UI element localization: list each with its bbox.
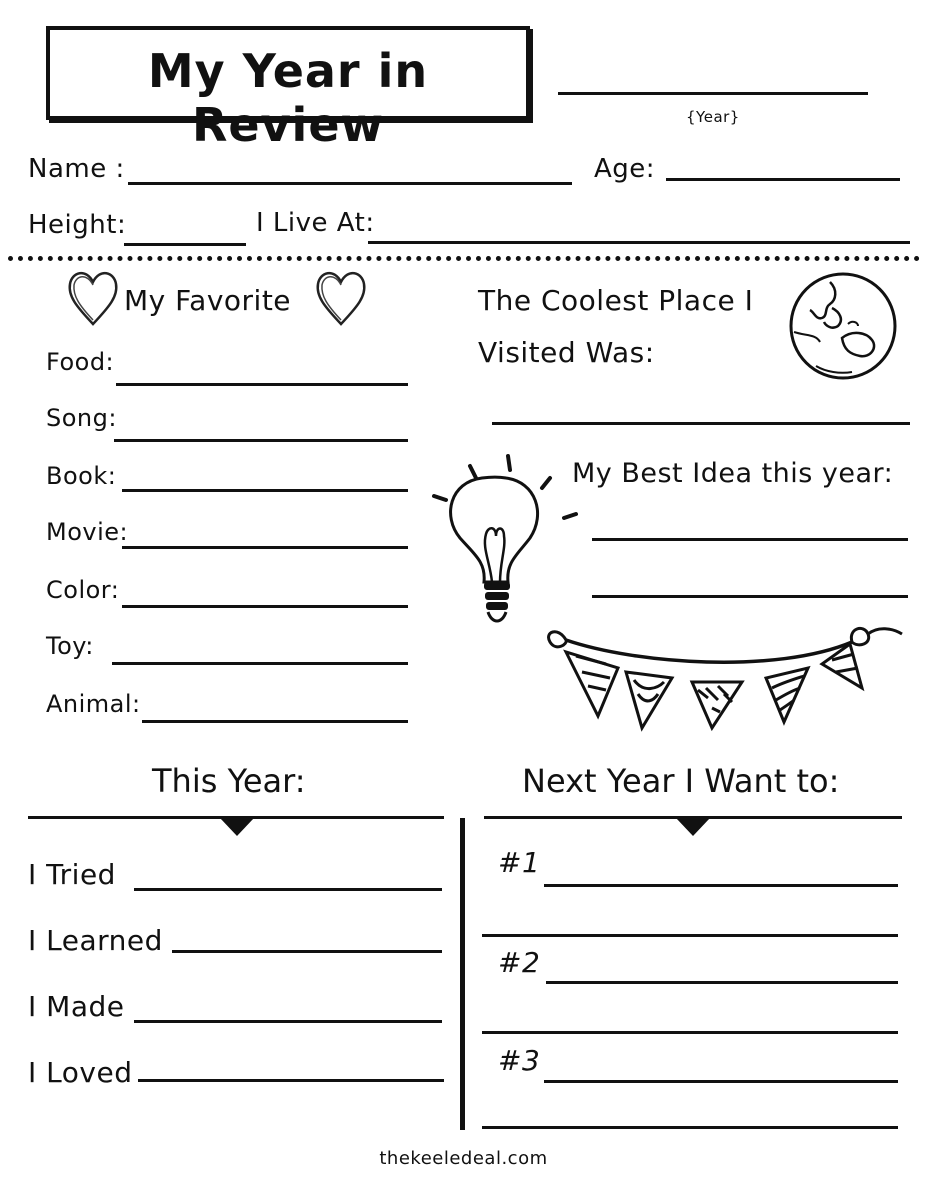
goal-2-field[interactable]	[546, 981, 898, 984]
favorite-toy-label: Toy:	[46, 632, 94, 660]
goal-2-field-2[interactable]	[482, 1031, 898, 1034]
height-field[interactable]	[124, 243, 246, 246]
lightbulb-icon	[430, 452, 580, 632]
favorite-animal-label: Animal:	[46, 690, 141, 718]
goal-1-label: #1	[498, 846, 541, 879]
favorites-heading: My Favorite	[124, 284, 292, 317]
loved-label: I Loved	[28, 1056, 133, 1089]
favorite-song-field[interactable]	[114, 439, 408, 442]
live-at-field[interactable]	[368, 241, 910, 244]
next-year-heading: Next Year I Want to:	[522, 762, 840, 800]
goal-3-field[interactable]	[544, 1080, 898, 1083]
height-label: Height:	[28, 210, 127, 240]
coolest-place-line1: The Coolest Place I	[478, 284, 754, 317]
favorite-animal-field[interactable]	[142, 720, 408, 723]
goal-3-field-2[interactable]	[482, 1126, 898, 1129]
favorite-color-field[interactable]	[122, 605, 408, 608]
goal-3-label: #3	[498, 1044, 541, 1077]
best-idea-field-1[interactable]	[592, 538, 908, 541]
best-idea-heading: My Best Idea this year:	[572, 458, 894, 489]
arrow-down-icon	[220, 818, 254, 836]
tried-label: I Tried	[28, 858, 116, 891]
heart-icon	[314, 266, 368, 328]
age-field[interactable]	[666, 178, 900, 181]
heart-icon	[66, 266, 120, 328]
learned-label: I Learned	[28, 924, 163, 957]
page-title: My Year in Review	[147, 44, 429, 152]
favorite-book-label: Book:	[46, 462, 117, 490]
arrow-down-icon	[676, 818, 710, 836]
best-idea-field-2[interactable]	[592, 595, 908, 598]
name-label: Name :	[28, 154, 125, 184]
title-box	[46, 26, 530, 152]
favorite-color-label: Color:	[46, 576, 120, 604]
goal-1-field-2[interactable]	[482, 934, 898, 937]
goal-2-label: #2	[498, 946, 541, 979]
year-field[interactable]	[558, 92, 868, 95]
vertical-divider	[460, 818, 465, 1130]
coolest-place-field[interactable]	[492, 422, 910, 425]
this-year-heading: This Year:	[152, 762, 306, 800]
favorite-song-label: Song:	[46, 404, 117, 432]
favorite-movie-field[interactable]	[122, 546, 408, 549]
made-label: I Made	[28, 990, 125, 1023]
tried-field[interactable]	[134, 888, 442, 891]
favorite-food-field[interactable]	[116, 383, 408, 386]
favorite-book-field[interactable]	[122, 489, 408, 492]
globe-icon	[786, 272, 900, 380]
dotted-divider	[8, 256, 920, 261]
goal-1-field[interactable]	[544, 884, 898, 887]
live-at-label: I Live At:	[256, 208, 375, 238]
name-field[interactable]	[128, 182, 572, 185]
age-label: Age:	[594, 154, 656, 184]
coolest-place-line2: Visited Was:	[478, 336, 655, 369]
year-caption: {Year}	[686, 108, 740, 126]
footer-site: thekeeledeal.com	[379, 1148, 548, 1169]
loved-field[interactable]	[138, 1079, 444, 1082]
favorite-movie-label: Movie:	[46, 518, 129, 546]
favorite-toy-field[interactable]	[112, 662, 408, 665]
bunting-banner-icon	[536, 624, 906, 734]
made-field[interactable]	[134, 1020, 442, 1023]
favorite-food-label: Food:	[46, 348, 115, 376]
learned-field[interactable]	[172, 950, 442, 953]
